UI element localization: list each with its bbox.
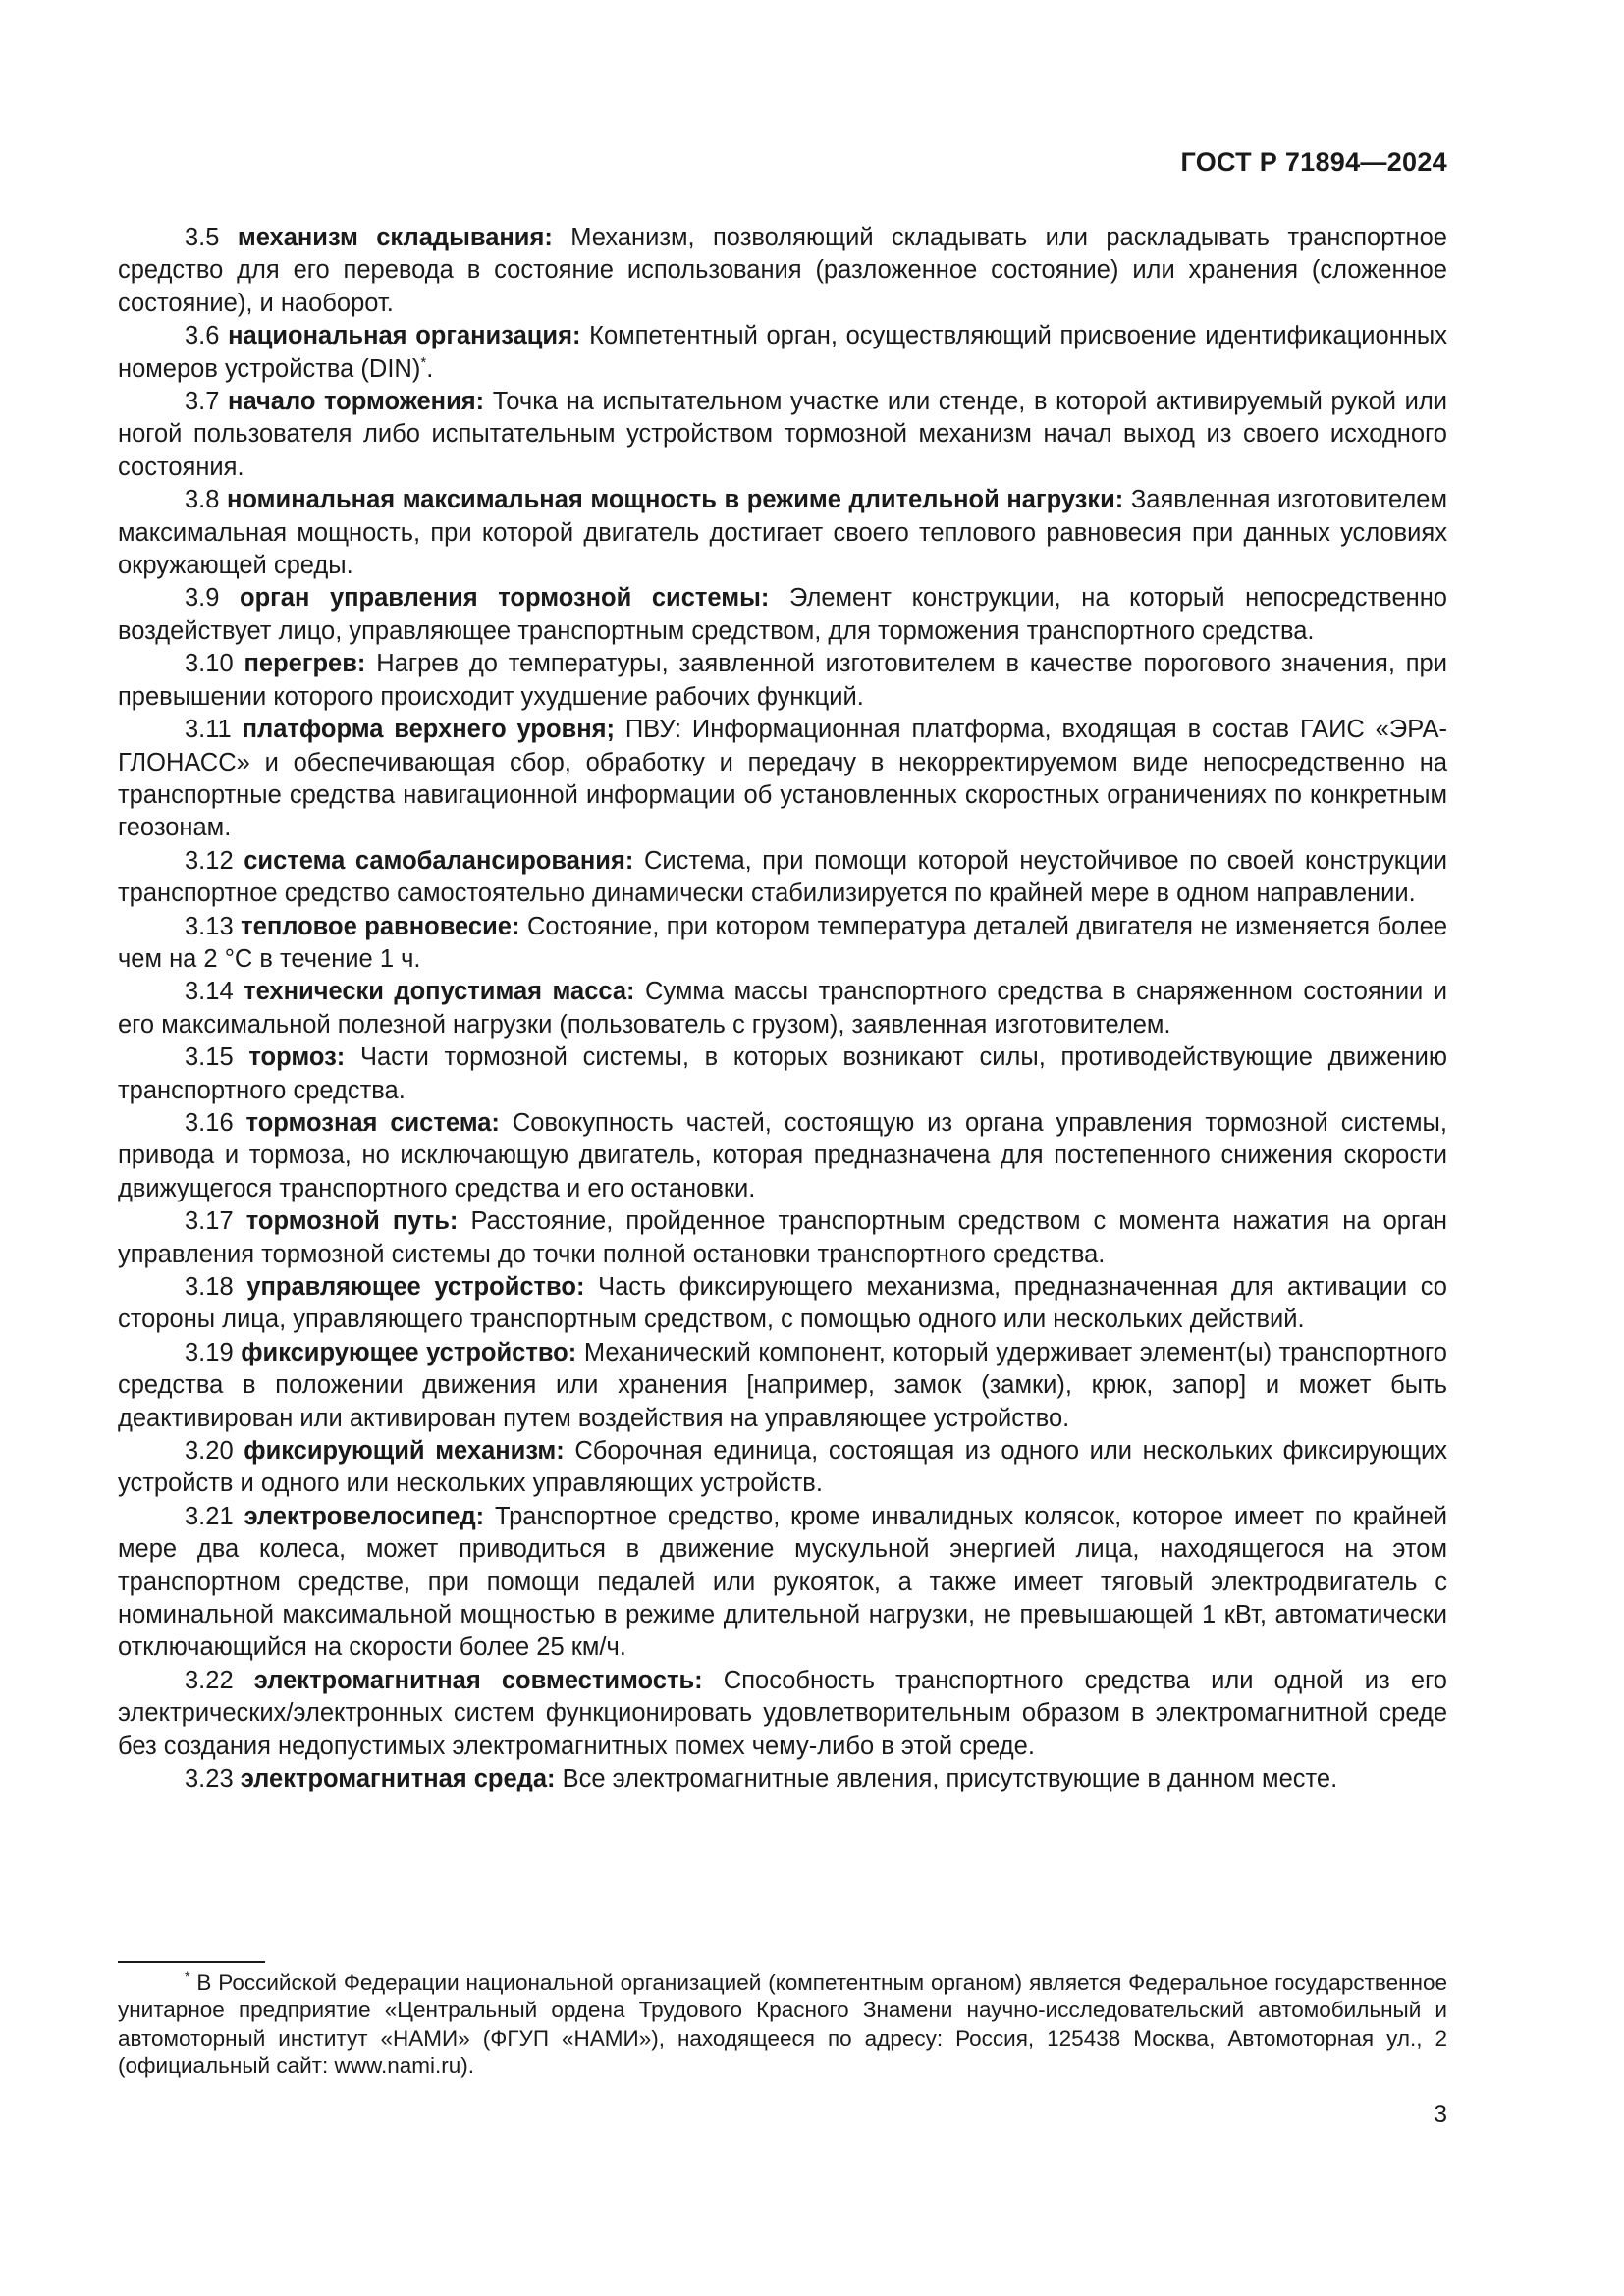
term-number: 3.7 — [185, 388, 220, 416]
term-3-23 — [118, 1763, 1447, 1795]
term-definition: Заявленная изготовителем максимальная мощность, при которой двигатель достигает своего теплового равновесия при данных условиях окружающей среды. — [118, 486, 1447, 580]
term-number: 3.19 — [185, 1338, 234, 1366]
term-definition: Сумма массы транспортного средства в снаряженном состоянии и его максимальной полезной нагрузки (пользователь с грузом), заявленная изготовителем. — [118, 978, 1447, 1039]
term-definition: Совокупность частей, состоящую из органа управления тормозной системы, привода и тормоза, но исключающую двигатель, которая предназначена для постепенного снижения скорости движущегося транспортного средства и его остановки. — [118, 1108, 1447, 1202]
term-name: начало торможения: — [228, 388, 485, 416]
term-number: 3.8 — [185, 486, 220, 514]
term-3-17 — [118, 1205, 1447, 1271]
term-number: 3.10 — [185, 650, 234, 678]
term-definition: Система, при помощи которой неустойчивое по своей конструкции транспортное средство самостоятельно динамически стабилизируется по крайней мере в одном направлении. — [118, 846, 1447, 908]
term-number: 3.17 — [185, 1207, 234, 1236]
term-name: национальная организация: — [228, 322, 581, 350]
term-3-9 — [118, 582, 1447, 648]
term-name: перегрев: — [244, 650, 366, 678]
term-definition: Части тормозной системы, в которых возникают силы, противодействующие движению транспортного средства. — [118, 1043, 1447, 1104]
term-3-20 — [118, 1435, 1447, 1501]
term-number: 3.14 — [185, 978, 234, 1006]
footnote — [118, 1969, 1447, 2081]
term-definition: Компетентный орган, осуществляющий присвоение идентификационных номеров устройства (DIN) — [118, 322, 1447, 383]
terms-list — [118, 222, 1447, 1796]
term-3-7 — [118, 386, 1447, 484]
term-number: 3.13 — [185, 912, 234, 940]
term-definition-tail: . — [426, 354, 434, 383]
term-name: технически допустимая масса: — [244, 978, 635, 1006]
term-number: 3.12 — [185, 846, 234, 875]
term-number: 3.21 — [185, 1502, 234, 1530]
term-name: система самобалансирования: — [244, 846, 634, 875]
term-definition: Расстояние, пройденное транспортным средством с момента нажатия на орган управления тормозной системы до точки полной остановки транспортного средства. — [118, 1207, 1447, 1268]
term-name: тормоз: — [248, 1043, 346, 1072]
term-definition: Все электромагнитные явления, присутствующие в данном месте. — [562, 1765, 1338, 1793]
term-name: фиксирующий механизм: — [244, 1437, 565, 1466]
term-3-16 — [118, 1107, 1447, 1205]
term-name: тормозной путь: — [245, 1207, 459, 1236]
term-number: 3.15 — [185, 1043, 234, 1072]
term-definition: Механический компонент, который удерживает элемент(ы) транспортного средства в положении движения или хранения [например, замок (замки), крюк, запор] и может быть деактивирован или активирован путем воздействия на управляющее устройство. — [118, 1338, 1447, 1432]
term-number: 3.5 — [185, 224, 220, 251]
term-number: 3.22 — [185, 1666, 234, 1694]
footnote-mark: * — [185, 1968, 190, 1984]
term-name: управляющее устройство: — [246, 1273, 585, 1301]
page-number: 3 — [1434, 2101, 1447, 2128]
term-definition: Элемент конструкции, на который непосредственно воздействует лицо, управляющее транспортным средством, для торможения транспортного средства. — [118, 584, 1447, 645]
term-number: 3.9 — [185, 584, 220, 613]
term-definition: Сборочная единица, состоящая из одного или нескольких фиксирующих устройств и одного или нескольких управляющих устройств. — [118, 1437, 1447, 1498]
term-3-19 — [118, 1337, 1447, 1435]
term-number: 3.11 — [185, 716, 232, 744]
term-definition: Способность транспортного средства или одной из его электрических/электронных систем функционировать удовлетворительным образом в электромагнитной среде без создания недопустимых электромагнитных помех чему-либо в этой среде. — [118, 1666, 1447, 1760]
term-name: тормозная система: — [245, 1108, 500, 1137]
term-3-13 — [118, 911, 1447, 977]
term-3-12 — [118, 845, 1447, 911]
document-header: ГОСТ Р 71894—2024 — [1180, 147, 1447, 177]
footnote-reference-mark: * — [420, 353, 427, 371]
term-3-8 — [118, 484, 1447, 582]
term-3-15 — [118, 1041, 1447, 1107]
term-name: тепловое равновесие: — [241, 912, 520, 940]
term-number: 3.16 — [185, 1108, 234, 1137]
term-number: 3.20 — [185, 1437, 234, 1466]
term-name: орган управления тормозной системы: — [240, 584, 770, 613]
term-number: 3.6 — [185, 322, 220, 350]
term-definition: Часть фиксирующего механизма, предназначенная для активации со стороны лица, управляющего транспортным средством, с помощью одного или нескольких действий. — [118, 1273, 1447, 1334]
footnote-text: В Российской Федерации национальной организацией (компетентным органом) является Федеральное государственное унитарное предприятие «Центральный ордена Трудового Красного Знамени научно-исследовательский автомобильный и автомоторный институт «НАМИ» (ФГУП «НАМИ»), находящееся по адресу: Россия, 125438 Москва, Автомоторная ул., 2 (официальный сайт: www.nami.ru). — [118, 1970, 1447, 2079]
term-definition: Точка на испытательном участке или стенде, в которой активируемый рукой или ногой пользователя либо испытательным устройством тормозной механизм начал выход из своего исходного состояния. — [118, 388, 1447, 481]
term-definition: Нагрев до температуры, заявленной изготовителем в качестве порогового значения, при превышении которого происходит ухудшение рабочих функций. — [118, 650, 1447, 711]
term-definition: Механизм, позволяющий складывать или раскладывать транспортное средство для его перевода в состояние использования (разложенное состояние) или хранения (сложенное состояние), и наоборот. — [118, 224, 1447, 317]
term-name: электромагнитная среда: — [240, 1765, 556, 1793]
term-name: электромагнитная совместимость: — [253, 1666, 703, 1694]
term-definition: Транспортное средство, кроме инвалидных колясок, которое имеет по крайней мере два колеса, может приводиться в движение мускульной энергией лица, находящегося на этом транспортном средстве, при помощи педалей или рукояток, а также имеет тяговый электродвигатель с номинальной максимальной мощностью в режиме длительной нагрузки, не превышающей 1 кВт, автоматически отключающийся на скорости более 25 км/ч. — [118, 1502, 1447, 1662]
term-name: механизм складывания: — [237, 224, 553, 251]
term-3-21 — [118, 1501, 1447, 1665]
term-3-11 — [118, 714, 1447, 845]
footnote-divider — [118, 1961, 265, 1963]
term-3-5 — [118, 222, 1447, 320]
term-3-18 — [118, 1271, 1447, 1337]
term-name: платформа верхнего уровня; — [242, 716, 615, 744]
term-definition: Состояние, при котором температура деталей двигателя не изменяется более чем на 2 °C в течение 1 ч. — [118, 912, 1447, 973]
term-number: 3.18 — [185, 1273, 234, 1301]
term-name: электровелосипед: — [244, 1502, 485, 1530]
term-name: номинальная максимальная мощность в режиме длительной нагрузки: — [227, 486, 1124, 514]
term-3-22 — [118, 1665, 1447, 1763]
term-name: фиксирующее устройство: — [241, 1338, 577, 1366]
term-definition: ПВУ: Информационная платформа, входящая в состав ГАИС «ЭРА-ГЛОНАСС» и обеспечивающая сбор, обработку и передачу в некорректируемом виде непосредственно на транспортные средства навигационной информации об установленных скоростных ограничениях по конкретным геозонам. — [118, 716, 1447, 842]
term-number: 3.23 — [185, 1765, 234, 1793]
term-3-14 — [118, 976, 1447, 1041]
term-3-10 — [118, 648, 1447, 714]
term-3-6 — [118, 320, 1447, 386]
